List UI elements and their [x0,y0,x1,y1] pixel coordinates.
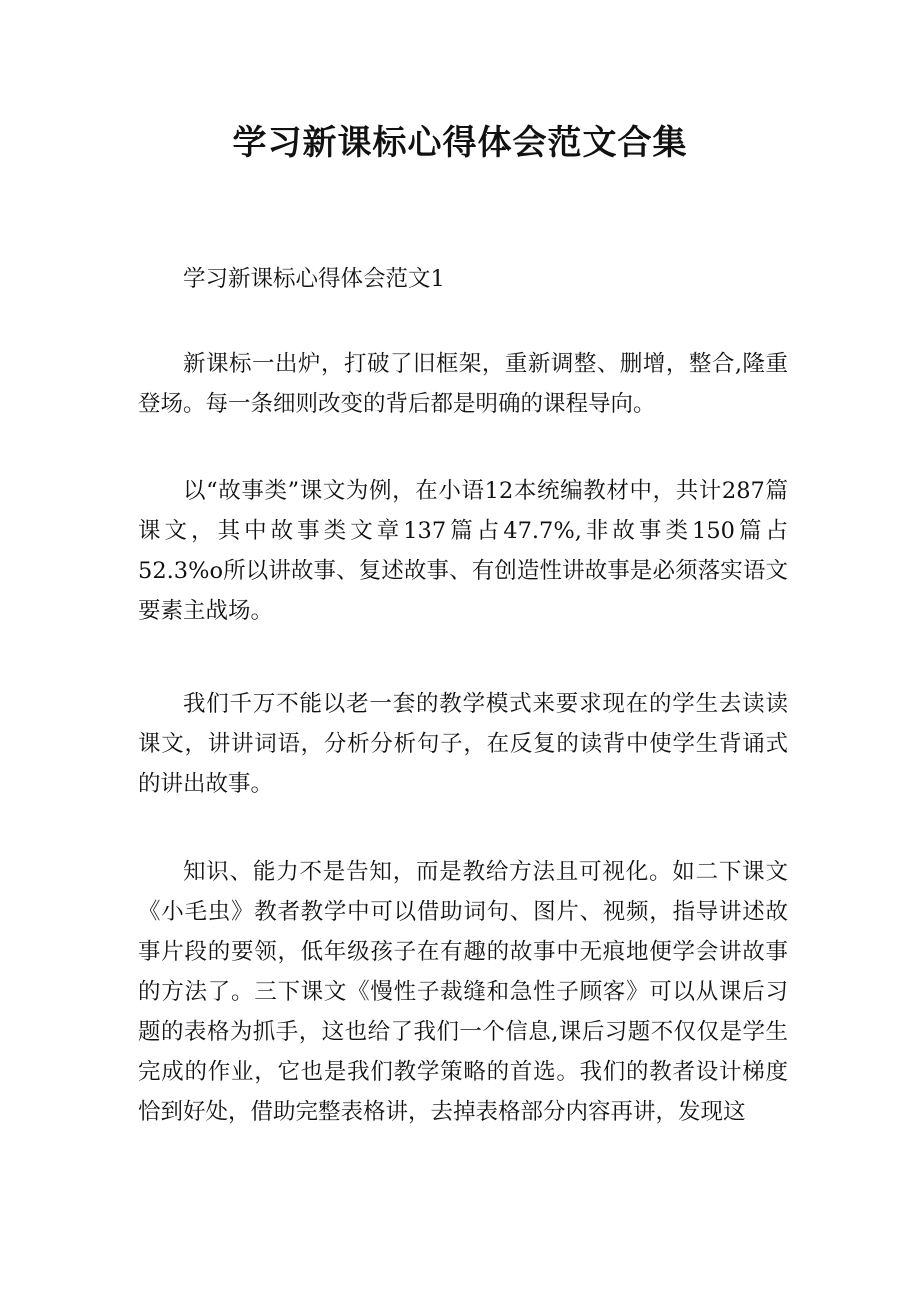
paragraph: 知识、能力不是告知，而是教给方法且可视化。如二下课文《小毛虫》教者教学中可以借助词句、图片、视频，指导讲述故事片段的要领，低年级孩子在有趣的故事中无痕地便学会讲故事的方法了。三下课文《慢性子裁缝和急性子顾客》可以从课后习题的表格为抓手，这也给了我们一个信息,课后习题不仅仅是学生完成的作业，它也是我们教学策略的首选。我们的教者设计梯度恰到好处，借助完整表格讲，去掉表格部分内容再讲，发现这 [138,859,788,1125]
paragraph: 我们千万不能以老一套的教学模式来要求现在的学生去读读课文，讲讲词语，分析分析句子，在反复的读背中使学生背诵式的讲出故事。 [138,691,788,797]
paragraph: 以“故事类”课文为例，在小语12本统编教材中，共计287篇课文，其中故事类文章137篇占47.7%,非故事类150篇占52.3%o所以讲故事、复述故事、有创造性讲故事是必须落实语文要素主战场。 [138,478,788,624]
section-heading: 学习新课标心得体会范文1 [183,266,445,292]
paragraph: 新课标一出炉，打破了旧框架，重新调整、删增，整合,隆重登场。每一条细则改变的背后都是明确的课程导向。 [138,351,788,417]
document-title: 学习新课标心得体会范文合集 [232,123,688,163]
